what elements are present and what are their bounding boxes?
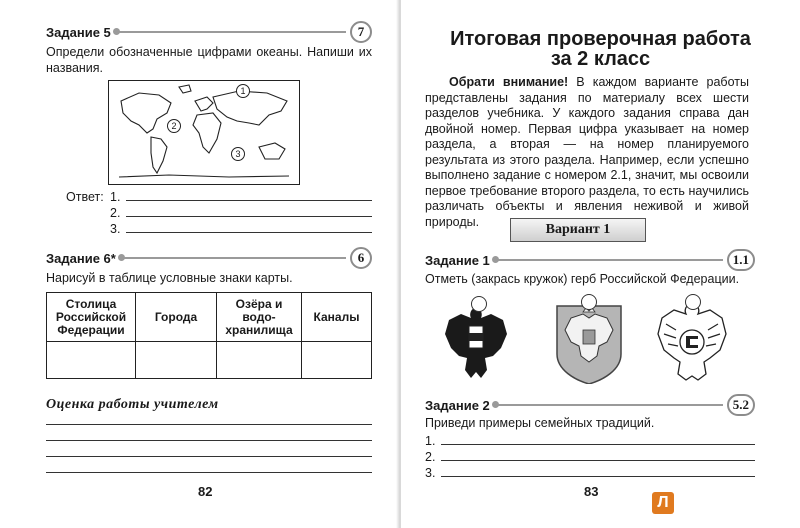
drawing-cell-canals[interactable]: [302, 342, 372, 379]
answer-label: Ответ:: [66, 190, 104, 204]
answer-line-1[interactable]: [66, 190, 372, 204]
task-6-title: Задание 6*: [46, 250, 116, 266]
answer-line-2-number: 2.: [110, 206, 121, 220]
drawing-cell-cities[interactable]: [136, 342, 217, 379]
grading-title: Оценка работы учителем: [46, 397, 219, 412]
map-signs-table: [46, 292, 372, 379]
answer-line-3-number: 3.: [110, 222, 121, 236]
page-title-line-1: Итоговая проверочная работа: [450, 28, 751, 50]
task-6-header: [46, 247, 372, 269]
table-drawing-row[interactable]: [47, 342, 372, 379]
task-6-rule: [122, 257, 346, 259]
radio-uae[interactable]: [685, 294, 701, 310]
task-5-header: [46, 21, 372, 43]
grading-line-1[interactable]: [46, 424, 372, 425]
answer-line-2[interactable]: [110, 206, 372, 220]
task-2-title: Задание 2: [425, 397, 490, 413]
task-6-number: 6: [350, 247, 372, 269]
variant-label: Вариант 1: [510, 218, 646, 242]
map-mark-3: 3: [231, 147, 245, 161]
world-map-drawing: [109, 81, 299, 184]
task-1-title: Задание 1: [425, 252, 490, 268]
task-5-number: 7: [350, 21, 372, 43]
world-map: [108, 80, 300, 185]
coat-of-arms-russia[interactable]: [553, 300, 625, 384]
grading-line-4[interactable]: [46, 472, 372, 473]
drawing-cell-lakes[interactable]: [217, 342, 302, 379]
answer-line-1-number: 1.: [110, 190, 121, 204]
task-1-rule: [496, 259, 723, 261]
map-mark-1: 1: [236, 84, 250, 98]
column-header-canals: Каналы: [302, 293, 372, 342]
task-5-instructions: Определи обозначенные цифрами океаны. Напиши их названия.: [46, 45, 372, 75]
column-header-cities: Города: [136, 293, 217, 342]
task-1-instructions: Отметь (закрась кружок) герб Российской Федерации.: [425, 272, 740, 286]
task-2-rule: [496, 404, 723, 406]
task-1-number: 1.1: [727, 249, 755, 271]
right-page: [401, 0, 800, 528]
tradition-line-2[interactable]: [425, 450, 755, 464]
task-2-header: [425, 394, 755, 416]
tradition-line-1-number: 1.: [425, 434, 436, 448]
publisher-logo: Л: [652, 492, 674, 514]
coat-of-arms-uae-drawing: [656, 300, 728, 384]
radio-russia[interactable]: [581, 294, 597, 310]
page-number-left: 82: [198, 484, 213, 499]
page-number-right: 83: [584, 484, 599, 499]
notice-text: В каждом варианте работы представлены задания по материалу всех шести разделов учебника. У каждого задания справа дан двойной номер. Первая цифра указывает на номер раздела, а вторая — на номер планируемого результата из этого раздела. Например, если успешно выполнено задание с номером 2.1, значит, мы освоили первое требование второго раздела, то есть научились различать объекты и явления неживой и живой природы.: [425, 75, 749, 229]
coat-of-arms-austria[interactable]: [441, 300, 511, 384]
radio-austria[interactable]: [471, 296, 487, 312]
grading-line-2[interactable]: [46, 440, 372, 441]
left-page: [0, 0, 399, 528]
table-header-row: [47, 293, 372, 342]
tradition-line-3[interactable]: [425, 466, 755, 480]
coat-of-arms-russia-drawing: [553, 300, 625, 384]
task-5-rule: [117, 31, 346, 33]
task-5-title: Задание 5: [46, 24, 111, 40]
answer-line-3[interactable]: [110, 222, 372, 236]
column-header-capital: Столица Российской Федерации: [47, 293, 136, 342]
drawing-cell-capital[interactable]: [47, 342, 136, 379]
tradition-line-2-number: 2.: [425, 450, 436, 464]
map-mark-2: 2: [167, 119, 181, 133]
page-title-line-2: за 2 класс: [550, 48, 651, 70]
task-1-header: [425, 249, 755, 271]
notice-paragraph: [425, 75, 749, 230]
grading-line-3[interactable]: [46, 456, 372, 457]
task-6-instructions: Нарисуй в таблице условные знаки карты.: [46, 271, 293, 285]
notice-bold: Обрати внимание!: [449, 75, 569, 89]
coat-of-arms-uae[interactable]: [656, 300, 728, 384]
tradition-line-3-number: 3.: [425, 466, 436, 480]
coat-of-arms-austria-drawing: [441, 300, 511, 384]
tradition-line-1[interactable]: [425, 434, 755, 448]
column-header-lakes: Озёра и водо-хранилища: [217, 293, 302, 342]
task-2-instructions: Приведи примеры семейных традиций.: [425, 416, 655, 430]
task-2-number: 5.2: [727, 394, 755, 416]
